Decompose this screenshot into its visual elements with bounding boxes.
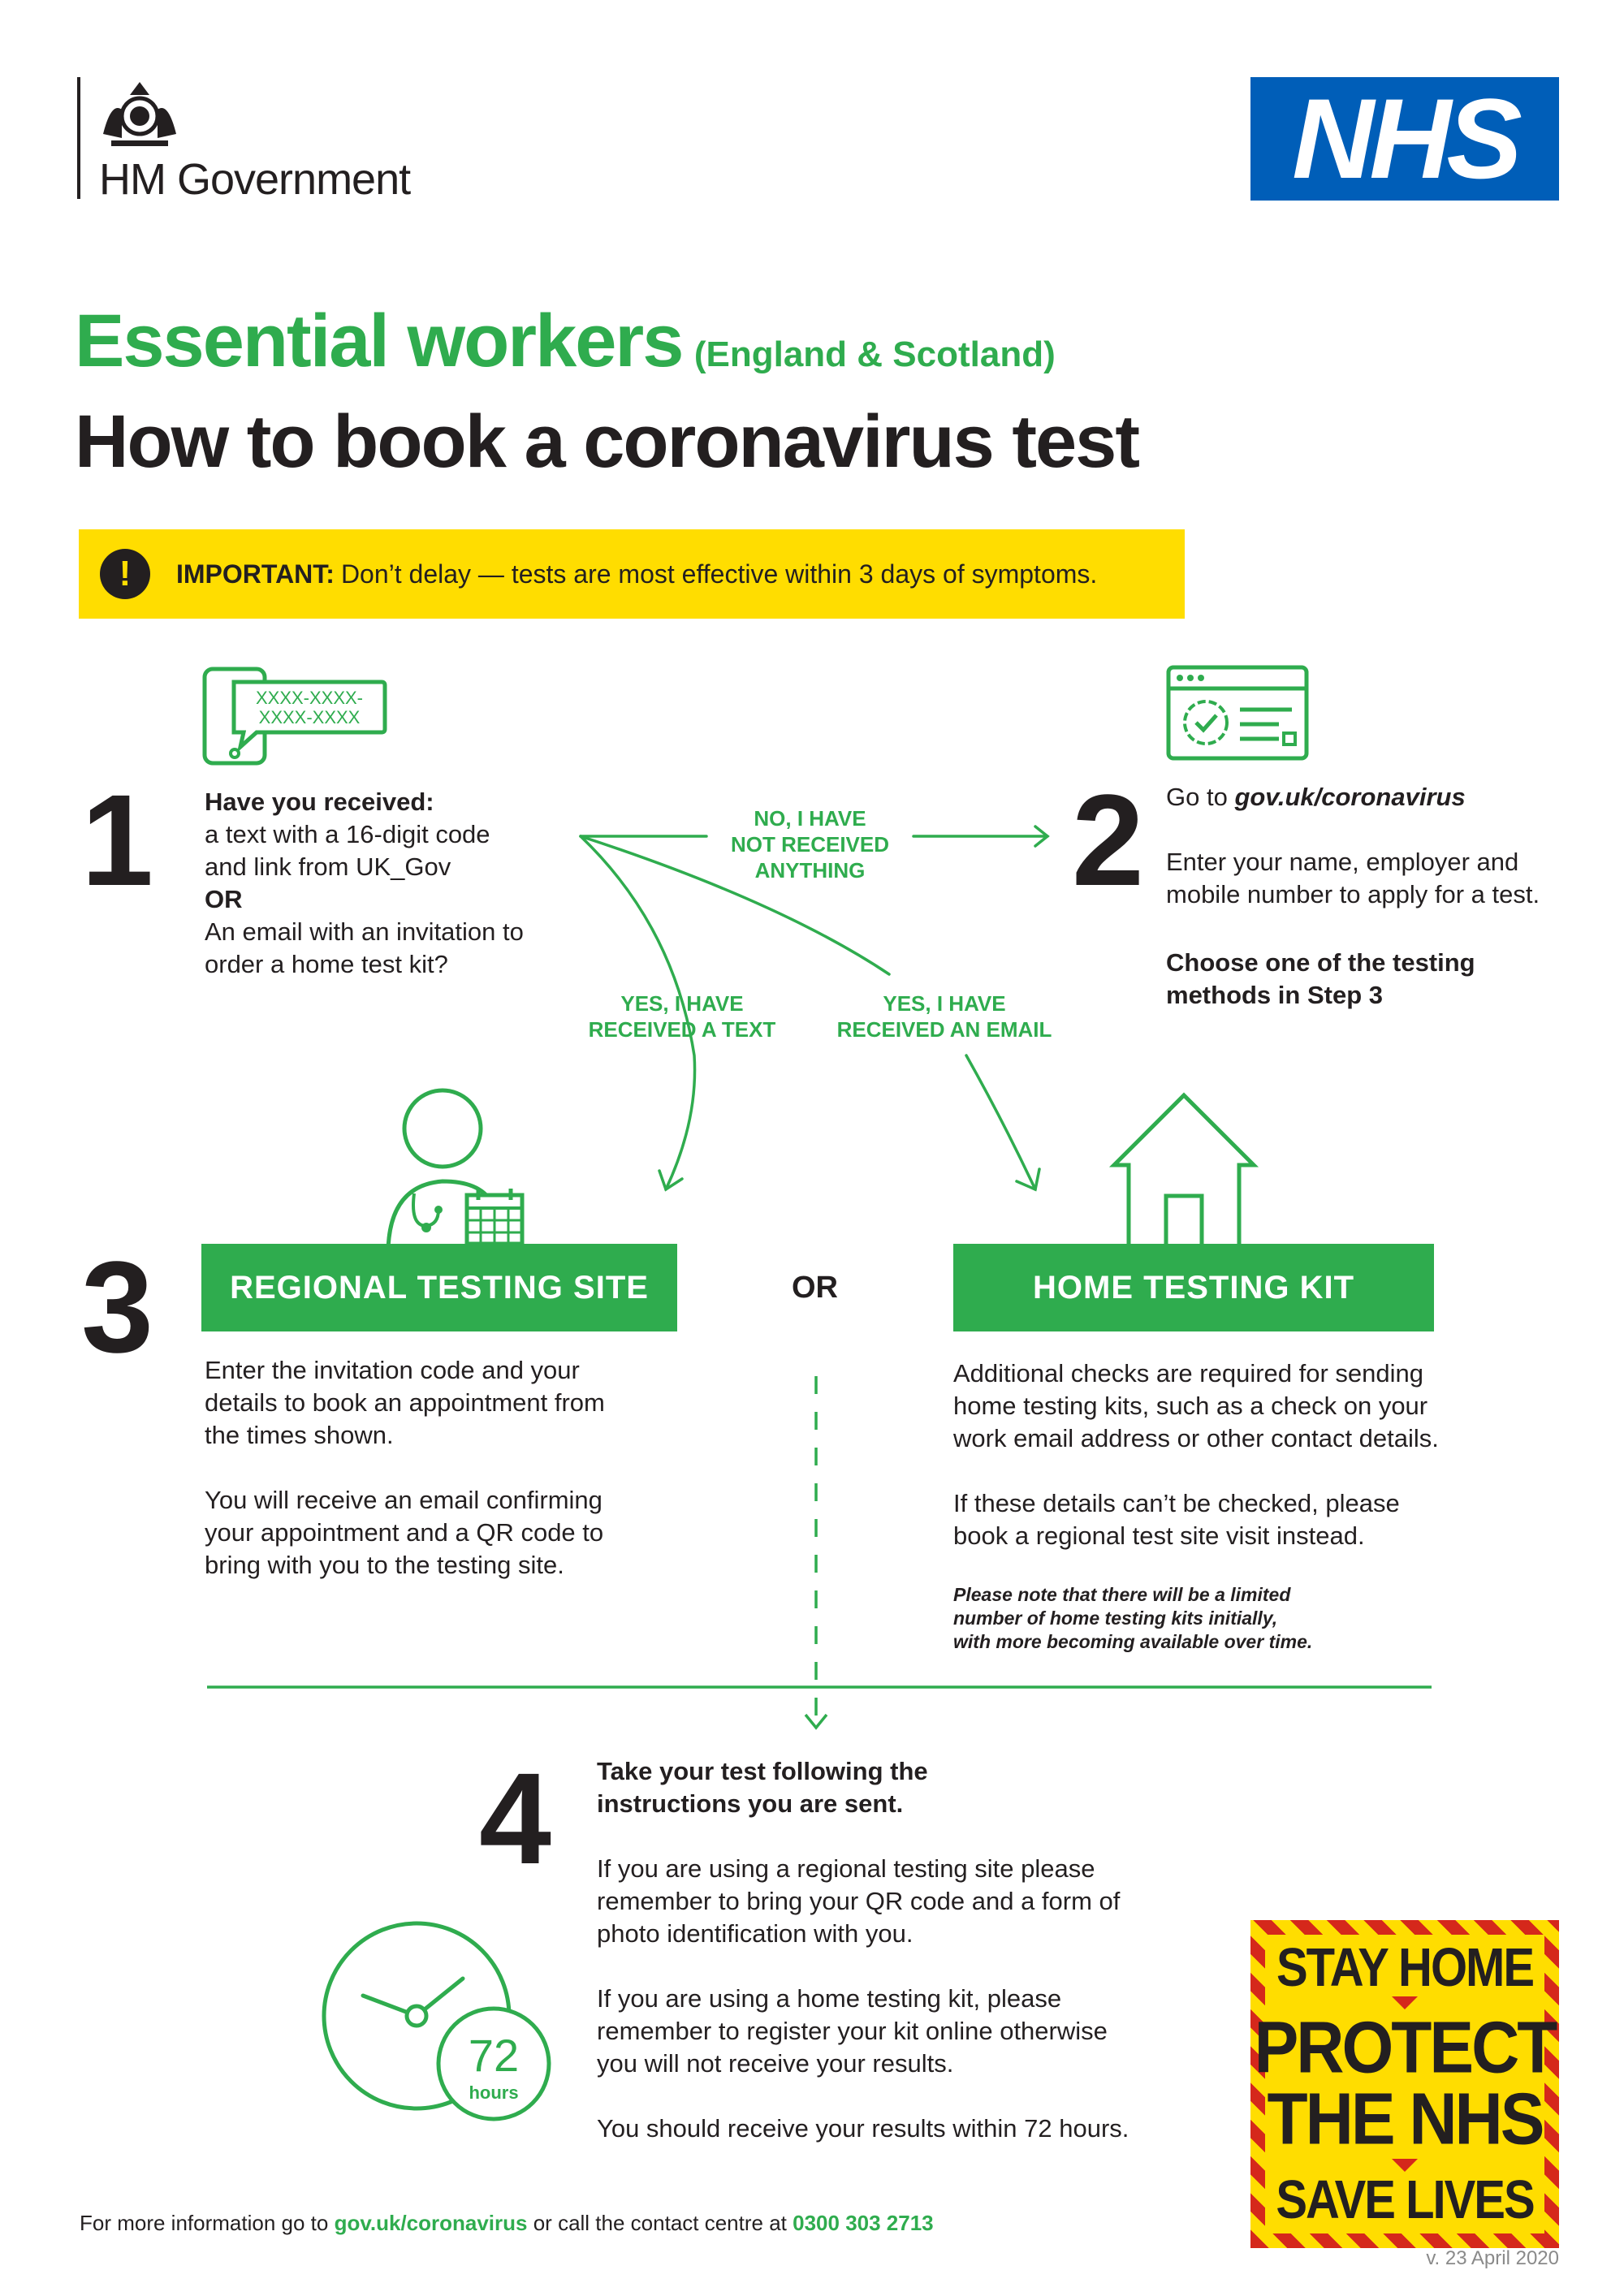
version-label: v. 23 April 2020: [1426, 2247, 1559, 2269]
clock-unit: hours: [469, 2082, 519, 2103]
footer-phone[interactable]: 0300 303 2713: [793, 2211, 934, 2235]
phone-code-line1: XXXX-XXXX-: [255, 688, 364, 708]
home-kit-text: Additional checks are required for sending home testing kits, such as a check on your work email address or other contact details. If these details can’t be checked, please book a regional test site visit instead.: [953, 1359, 1439, 1550]
stay-home-line2: PROTECT: [1254, 2007, 1556, 2089]
stay-home-line4: SAVE LIVES: [1276, 2169, 1534, 2230]
important-text: Don’t delay — tests are most effective within 3 days of symptoms.: [340, 559, 1098, 589]
clock-72-hours-icon: [321, 1920, 564, 2139]
step-1-number: 1: [81, 767, 153, 913]
regional-text: Enter the invitation code and your details to book an appointment from the times shown. You will receive an email confirming your appointment and a QR code to bring with you to the testing site.: [205, 1356, 605, 1579]
email-label: YES, I HAVE RECEIVED AN EMAIL: [836, 991, 1052, 1042]
no-label: NO, I HAVE NOT RECEIVED ANYTHING: [730, 806, 890, 883]
title-region: (England & Scotland): [693, 334, 1056, 374]
step-2-link[interactable]: gov.uk/coronavirus: [1234, 783, 1466, 811]
regional-testing-site-header: REGIONAL TESTING SITE: [201, 1244, 677, 1331]
text-label: YES, I HAVE RECEIVED A TEXT: [588, 991, 776, 1042]
phone-code-line2: XXXX-XXXX: [258, 707, 361, 727]
nhs-logo: NHS: [1250, 77, 1559, 201]
step-2-number: 2: [1072, 767, 1144, 913]
footer-info: For more information go to gov.uk/coronavirus or call the contact centre at 0300 303 2713: [80, 2211, 934, 2235]
title-main: Essential workers: [75, 300, 683, 382]
footer-link[interactable]: gov.uk/coronavirus: [334, 2211, 528, 2235]
step-1-text: Have you received: a text with a 16-digit code and link from UK_Gov OR An email with an invitation to order a home test kit?: [205, 786, 586, 981]
or-label: OR: [792, 1271, 838, 1305]
exclamation-icon: !: [100, 549, 150, 599]
page-title: How to book a coronavirus test: [75, 400, 1138, 483]
step-4-number: 4: [479, 1746, 551, 1891]
home-kit-note: Please note that there will be a limited number of home testing kits initially, with more becoming available over time.: [953, 1584, 1313, 1652]
clock-number: 72: [468, 2030, 520, 2081]
stay-home-badge: [1250, 1920, 1559, 2248]
step-4-text: Take your test following the instructions you are sent. If you are using a regional testing site please remember to bring your QR code and a form of photo identification with you. If you are using a home testing kit, please remember to register your kit online otherwise you will not receive your results. You should receive your results within 72 hours.: [597, 1757, 1129, 2143]
stay-home-line1: STAY HOME: [1276, 1937, 1534, 1998]
home-testing-kit-header: HOME TESTING KIT: [953, 1244, 1434, 1331]
step-2-text: Go to gov.uk/coronavirus Enter your name, employer and mobile number to apply for a test. Choose one of the testing methods in Step 3: [1166, 783, 1540, 1009]
govt-name: HM Government: [99, 155, 411, 204]
step-3-number: 3: [81, 1234, 153, 1379]
stay-home-line3: THE NHS: [1267, 2078, 1543, 2160]
step-1-heading: Have you received:: [205, 788, 434, 816]
important-label: IMPORTANT:: [176, 559, 335, 589]
